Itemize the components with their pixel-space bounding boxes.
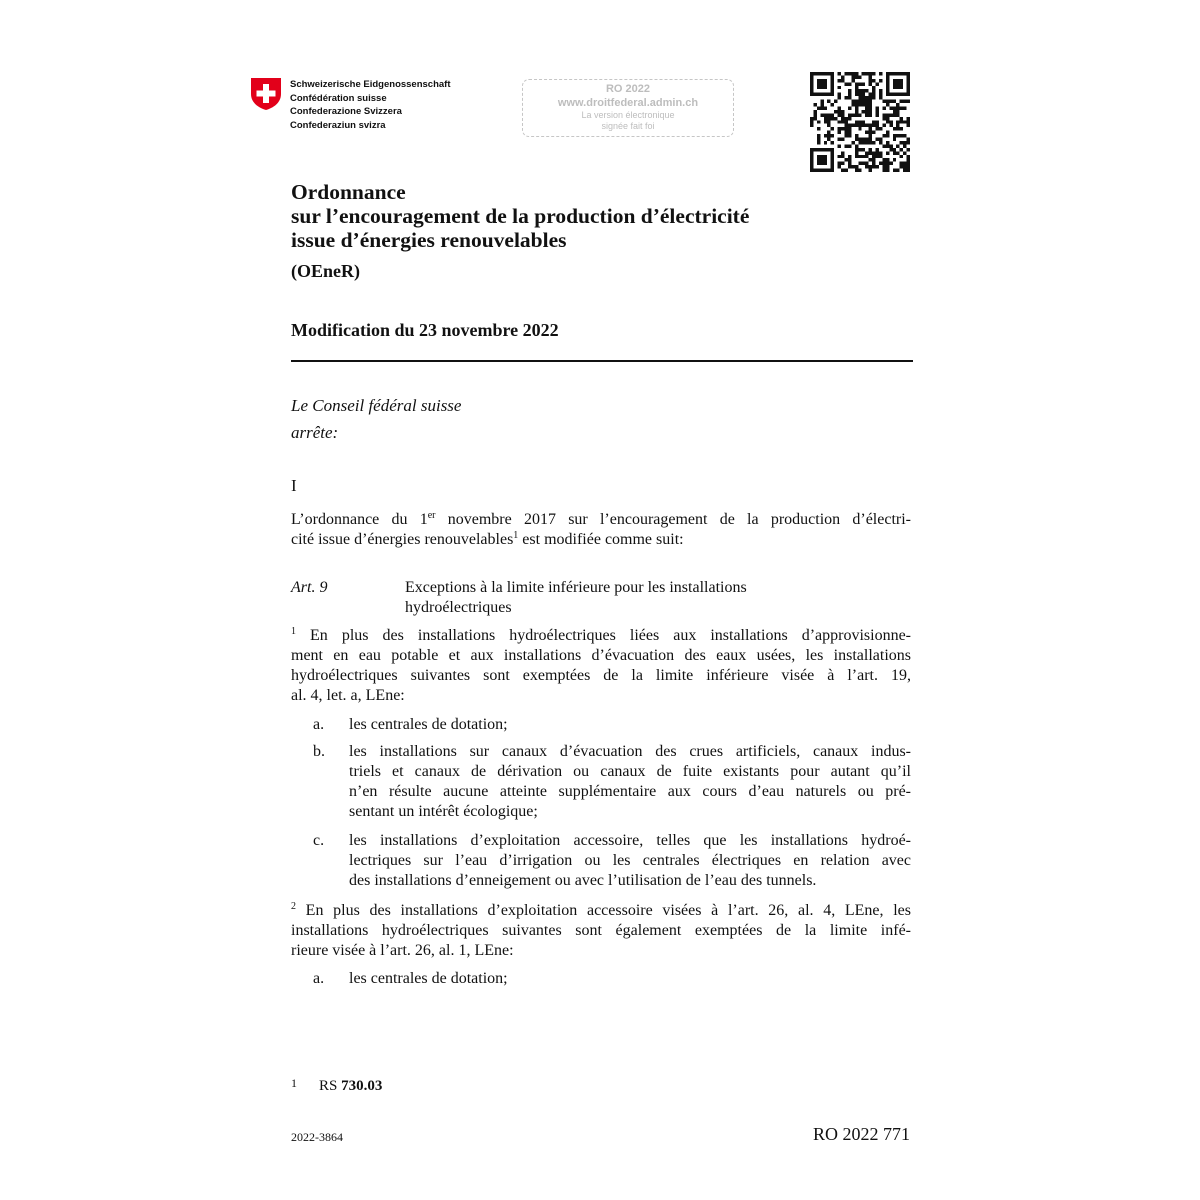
paragraph-1 bbox=[291, 626, 911, 706]
intro-line-2 bbox=[291, 530, 911, 550]
confederation-name-de: Schweizerische Eidgenossenschaft bbox=[290, 79, 451, 90]
paragraph-2-line: installations hydroélectriques suivantes sont également exemptées de la limite infé- bbox=[291, 922, 911, 939]
modification-date: Modification du 23 novembre 2022 bbox=[291, 320, 559, 340]
list-item-letter: b. bbox=[313, 743, 325, 760]
stamp-note-2: signée fait foi bbox=[601, 121, 655, 131]
intro-text: cité issue d’énergies renouvelables bbox=[291, 531, 514, 548]
list-item-letter: a. bbox=[313, 716, 325, 733]
title-line-3: issue d’énergies renouvelables bbox=[291, 228, 567, 252]
document-title bbox=[291, 180, 749, 252]
list-item-text bbox=[349, 831, 911, 891]
stamp-ro: RO 2022 bbox=[605, 83, 651, 95]
list-item-line: les centrales de dotation; bbox=[349, 716, 508, 733]
paragraph-1-line: hydroélectriques suivantes sont exemptées de la limite inférieure visée à l’art. 19, bbox=[291, 667, 911, 684]
intro-line-1 bbox=[291, 510, 911, 530]
intro-paragraph bbox=[291, 510, 911, 550]
list-item-line: les installations sur canaux d’évacuation des crues artificiels, canaux indus- bbox=[349, 743, 911, 760]
section-number: I bbox=[291, 476, 297, 495]
confederation-name-it: Confederazione Svizzera bbox=[290, 106, 402, 117]
official-compilation-number: RO 2022 771 bbox=[812, 1124, 910, 1144]
preamble bbox=[291, 392, 461, 446]
preamble-decree: arrête: bbox=[291, 423, 339, 442]
footnote-number: 1 bbox=[291, 1076, 297, 1090]
intro-text: est modifiée comme suit: bbox=[518, 531, 684, 548]
list-item bbox=[291, 715, 911, 737]
paragraph-1-line: ment en eau potable et aux installations d’évacuation des eaux usées, les installations bbox=[291, 647, 911, 664]
paragraph-2 bbox=[291, 901, 911, 961]
intro-text: L’ordonnance du 1 bbox=[291, 511, 428, 528]
confederation-names bbox=[290, 78, 451, 132]
list-item-text bbox=[349, 969, 911, 989]
intro-text: novembre 2017 sur l’encouragement de la production d’électri- bbox=[435, 511, 912, 528]
footnote-prefix: RS bbox=[319, 1078, 342, 1094]
list-item-line: triels et canaux de dérivation ou canaux de fuite existants pour autant qu’il bbox=[349, 763, 911, 780]
title-line-1: Ordonnance bbox=[291, 180, 406, 204]
paragraph-number: 2 bbox=[291, 901, 296, 912]
title-abbreviation: (OEneR) bbox=[291, 261, 360, 281]
paragraph-number: 1 bbox=[291, 626, 296, 637]
qr-code-icon[interactable] bbox=[810, 72, 910, 172]
list-item-line: sentant un intérêt écologique; bbox=[349, 803, 538, 820]
footnote bbox=[291, 1078, 382, 1095]
list-item bbox=[291, 742, 911, 826]
ordinal-superscript: er bbox=[427, 510, 436, 521]
paragraph-text: En plus des installations d’exploitation accessoire visées à l’art. 26, al. 4, LEne, les bbox=[296, 902, 911, 919]
list-item bbox=[291, 969, 911, 991]
title-divider bbox=[291, 360, 913, 362]
article-title-line-2: hydroélectriques bbox=[405, 599, 512, 616]
list-item bbox=[291, 831, 911, 893]
swiss-coat-of-arms-icon bbox=[250, 77, 282, 111]
list-item-line: lectriques sur l’eau d’irrigation ou les centrales électriques en relation avec bbox=[349, 852, 911, 869]
list-item-line: les installations d’exploitation accessoire, telles que les installations hydroé- bbox=[349, 832, 911, 849]
list-item-letter: c. bbox=[313, 832, 325, 849]
paragraph-1-line bbox=[291, 626, 911, 646]
article-number: Art. 9 bbox=[291, 579, 328, 596]
footnote-reference-number[interactable]: 730.03 bbox=[341, 1078, 383, 1094]
confederation-name-fr: Confédération suisse bbox=[290, 92, 387, 104]
list-item-letter: a. bbox=[313, 970, 325, 987]
stamp-note-1: La version électronique bbox=[581, 110, 675, 120]
list-item-line: les centrales de dotation; bbox=[349, 970, 508, 987]
document-number: 2022-3864 bbox=[291, 1130, 343, 1144]
footnote-reference[interactable]: 1 bbox=[513, 530, 519, 541]
paragraph-2-line bbox=[291, 901, 911, 921]
electronic-version-stamp bbox=[522, 79, 734, 137]
paragraph-text: En plus des installations hydroélectriques liées aux installations d’approvisionne- bbox=[296, 627, 911, 644]
article-title-line-1: Exceptions à la limite inférieure pour les installations bbox=[405, 579, 747, 596]
paragraph-2-line: rieure visée à l’art. 26, al. 1, LEne: bbox=[291, 942, 514, 959]
stamp-url: www.droitfederal.admin.ch bbox=[557, 97, 699, 109]
list-item-text bbox=[349, 715, 911, 735]
confederation-name-rm: Confederaziun svizra bbox=[290, 119, 386, 131]
paragraph-1-line: al. 4, let. a, LEne: bbox=[291, 687, 405, 704]
list-item-line: n’en résulte aucune atteinte supplémentaire aux cours d’eau naturels ou pré- bbox=[349, 783, 911, 800]
article-title bbox=[405, 578, 825, 618]
list-item-text bbox=[349, 742, 911, 822]
title-line-2: sur l’encouragement de la production d’électricité bbox=[291, 204, 750, 228]
list-item-line: des installations d’enneigement ou avec l’utilisation de l’eau des tunnels. bbox=[349, 872, 817, 889]
preamble-authority: Le Conseil fédéral suisse bbox=[291, 396, 462, 415]
